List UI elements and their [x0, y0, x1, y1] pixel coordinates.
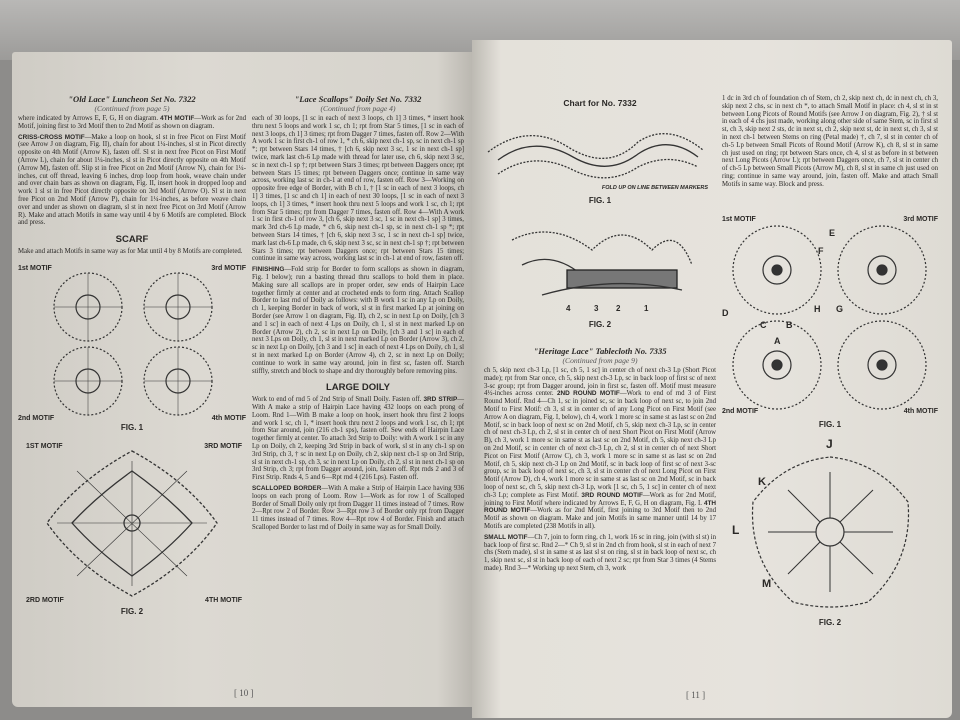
- motif-label: 4th MOTIF: [211, 414, 246, 422]
- arrow-letter: K: [758, 475, 766, 488]
- paragraph-lead: FINISHING: [252, 266, 285, 274]
- arrow-letter: G: [836, 303, 844, 314]
- scarf-heading: SCARF: [115, 234, 149, 246]
- paragraph-lead: 3RD ROUND MOTIF: [581, 491, 643, 499]
- lace-scallops-heading: "Lace Scallops" Doily Set No. 7332: [294, 94, 422, 104]
- fold-note: FOLD UP ON LINE BETWEEN MARKERS: [601, 185, 708, 191]
- small-motif-diagram-fig2: [748, 452, 913, 612]
- arrow-letter: E: [829, 227, 836, 238]
- motif-label: 2RD MOTIF: [26, 596, 64, 604]
- lace-scallops-column: [252, 94, 464, 535]
- motif-label: 3rd MOTIF: [903, 215, 938, 223]
- arrow-letter: D: [722, 307, 729, 318]
- paragraph-text: where indicated by Arrows E, F, G, H on diagram.: [18, 115, 159, 122]
- arrow-letter: C: [760, 319, 767, 330]
- criss-cross-figure-2: [18, 439, 246, 607]
- scallop-figure-1: [484, 120, 716, 192]
- motif-label: 3rd MOTIF: [211, 264, 246, 272]
- paragraph: 1 dc in 3rd ch of foundation ch of Stem, ch 2, skip next ch, dc in next ch, ch 3, skip next 2 chs, sc in next ch *, to attach Small Motif in place: ch 4, sl st in st between Long Picots of Round Motifs (see Arrow J on diagram, Fig. 2), † sl st in each of 4 chs just made, working along other side of same Stem, sc in first sl st, ch 3, skip next 2 sts, dc in next st, ch 2, skip next st, dc in next st, ch 3, sl st in next ch-1 between Stems on ring (Petal made) †, ch 7, sl st in center ch of ch-5 Lp between Small Picots of Round Motif (Arrow K), ch 8, sl st in same ch just used on ring; rpt between Stars once, ch 4, sl st as before in st between next Long Picots (Arrow L); rpt between Daggers once, ch 7, sl st in center ch of ch-5 Lp between Small Picots (Arrow M), ch 8, sl st in same ch just used on ring; continue in same way around, join, fasten off. Make and attach Small Motifs in same way. Block and press.: [722, 95, 938, 188]
- paragraph: [252, 485, 464, 532]
- paragraph: each of 30 loops, [1 sc in each of next 3 loops, ch 1] 3 times, * insert hook thru next 5 loops and work 1 sc, ch 1; rpt from Star 5 times, [1 sc in each of next 3 loops, ch 1] 3 times; rpt from Dagger 7 times, fasten off. Row 2—With A work 1 sc in first ch-1 of row 1, * ch 6, skip next ch-1 sp, sc in next ch-1 sp *; rpt between Stars 14 times, † [ch 6, skip next 3 sc, 1 sc in next ch-1 sp] twice, mark last ch-6 Lp made with thread for later use, ch 6, skip next 3 sc, sc in next ch-1 sp †; rpt between Stars 3 times; rpt between Daggers once; rpt between Stars 15 times; rpt between Daggers once; continue in same way across, working last sc in ch-1 at end of row, fasten off. Row 3—Working on opposite free edge of Border, with B ch 1, † [1 sc in each of next 3 loops, ch 1] 3 times, [1 sc and ch 1] in each of next 30 loops, [1 sc in each of next 3 loops, ch 1] 3 times, * insert hook thru next 5 loops and work 1 sc, ch 1; rpt from Star 5 times; rpt from Dagger 7 times, fasten off. Row 4—With A work 1 sc in first ch-1 of row 3, [ch 6, skip next 3 sc, 1 sc in next ch-1 sp] 3 times, mark 3rd ch-6 Lp made, * ch 6, skip next ch-1 sp, sc in next ch-1 sp *; rpt between Stars 14 times, † [ch 6, skip next 3 sc, 1 sc in next ch-1 sp] twice, mark last ch-6 Lp made, ch 6, skip next 3 sc, sc in next ch-1 sp †; rpt between Stars 3 times; rpt between Daggers once; rpt between Stars 15 times; continue in same way across, working last sc in ch-1 at end of row, fasten off.: [252, 115, 464, 263]
- page-number: [ 11 ]: [686, 690, 706, 700]
- fig2-caption: FIG. 2: [818, 617, 842, 627]
- motif-figure-1: [18, 265, 246, 423]
- criss-cross-diagram-fig2: [37, 441, 227, 606]
- fig1-caption: FIG. 1: [120, 422, 144, 432]
- paragraph-text: —Ch 7, join to form ring, ch 1, work 16 sc in ring, join (with sl st) in back loop of first sc. Rnd 2—* Ch 9, sl st in 2nd ch from hook, sl st in each of next 7 chs (Stem made), sl st in same st as last sl st on ring, sl st in back loop of next sc, ch 1, skip next sc, sl st in back loop of each of next 2 sc; rpt from Star 3 times (4 Stems made). Rnd 3—* Working up next Stem, ch 3, work: [484, 533, 717, 572]
- marker-number: 1: [644, 304, 649, 313]
- paragraph-text: —Work as for 2nd Motif, joining first to 3rd Motif then to 2nd Motif as shown on diagram.: [18, 115, 247, 130]
- fig1-caption: FIG. 1: [818, 419, 842, 429]
- arrow-letter: A: [774, 335, 781, 346]
- paragraph-text: —Fold strip for Border to form scallops as shown in diagram, Fig. I below); run a basting thread thru scallops to hold them in place. Making sure all scallops are in proper order, sew ends of Hairpin Lace together firmly at center and at crocheted ends to form ring. Attach Scallop Border to last rnd of Doily as follows: with B work 1 sc in any Lp on Doily, ch 1, keeping Border in back of work, sl st in first marked Lp at joining on Border (see Arrow 1 on diagram, Fig. II), ch 2, sc in next Lp on Doily, [ch 3 and 1 sc] in each of next 4 Lps on Doily, ch 1, sl st in next marked Lp on Border (Arrow 2), ch 2, sc in next Lp on Doily, [ch 3 and 1 sc] in each of next 3 Lps on Doily, ch 1, sl st in next marked Lp on Border (Arrow 3), ch 2, sc in next Lp on Doily, [ch 3 and 1 sc] in each of next 4 Lps on Doily, ch 1, sl st in next marked Lp on Border (Arrow 4), ch 2, sc in next Lp on Doily; continue to work in same way around, join in first sc, fasten off. Starch stiffly, stretch and block to shape and dry thoroughly before removing pins.: [252, 266, 464, 375]
- arrow-letter: F: [818, 245, 824, 256]
- paragraph-text: —Work to end of rnd 3 of First Round Motif. Rnd 4—Ch 1, sc in joined sc, sc in back loop of next sc, to join 2nd Motif to First Motif: ch 3, sl st in center ch of any Long Picot on First Motif (see Arrow A on diagram, Fig. I, below), ch 4, work 1 more sc in same st as last sc on 2nd Motif, sc in back loop of next sc on 2nd Motif, ch 5, skip next ch-3 Lp, sc in center ch of next ch-3 Lp, ch 2, sl st in center ch of next Short Picot on First Motif (Arrow B), ch 3, work 1 more sc in same st as last sc on 2nd Motif, ch 5, skip next ch-3 Lp on 2nd Motif, sc in center ch of next ch-3 Lp, ch 2, sl st in center ch of next Short Picot on First Motif (Arrow C), ch 3, work 1 more sc in same st as last sc on 2nd Motif, ch 5, skip next ch-3 Lp on 2nd Motif, sc in back loop of first sc of next 3-sc group, sc in back loop of next sc, ch 3, sl st in center ch of next Long Picot on First Motif (Arrow D), ch 4, work 1 more sc in same st as last sc on 2nd Motif, sc in back loop of next sc, ch 5, skip next ch-3 Lp, work [1 sc, ch 5, 1 sc] in center ch of next ch-3 Lp; complete as First Motif.: [484, 390, 716, 499]
- scallop-border-figure-2: [484, 220, 716, 316]
- paragraph-lead: 3RD STRIP: [423, 396, 458, 404]
- paragraph-lead: 4TH MOTIF: [160, 115, 195, 122]
- page-number: [ 10 ]: [234, 688, 254, 698]
- paragraph-text: —With A make a Strip of Hairpin Lace having 936 loops on each prong of Loom. Row 1—Work as for row 1 of Scalloped Border of Small Doily only rpt from Dagger 11 times instead of 7 times. Row 2—Rpt row 2 of Border. Row 3—Rpt row 3 of Border only rpt from Dagger 11 times instead of 7 times. Row 4—Rpt row 4 of Border. Finish and attach Scalloped Border to last rnd of Doily in same way as for Small Doily.: [252, 485, 464, 532]
- paragraph-lead: 4TH ROUND MOTIF: [484, 499, 717, 515]
- scarf-text: Make and attach Motifs in same way as for Mat until 4 by 8 Motifs are completed.: [18, 248, 243, 256]
- marker-number: 4: [566, 304, 571, 313]
- arrow-letter: J: [826, 436, 833, 451]
- motif-label: 4TH MOTIF: [205, 596, 242, 604]
- left-page: [12, 52, 474, 707]
- continued-note: (Continued from page 5): [94, 104, 170, 113]
- paragraph-lead: SCALLOPED BORDER: [252, 485, 322, 493]
- motif-label: 1st MOTIF: [722, 215, 756, 223]
- paragraph: [252, 266, 464, 375]
- luncheon-set-heading: "Old Lace" Luncheon Set No. 7322: [68, 94, 196, 104]
- scallop-diagram-fig1: [488, 122, 713, 182]
- paragraph: [252, 396, 464, 482]
- marker-number: 3: [594, 304, 599, 313]
- large-doily-heading: LARGE DOILY: [325, 382, 391, 394]
- motif-label: 4th MOTIF: [903, 407, 938, 415]
- luncheon-set-column: [18, 94, 246, 617]
- arrow-letter: B: [786, 319, 793, 330]
- fig2-caption: FIG. 2: [120, 606, 144, 616]
- paragraph-text: —With A make a strip of Hairpin Lace having 432 loops on each prong of Loom. Rnd 1—With B make a loop on hook, insert hook thru first 2 loops and work 1 sc, ch 1, * insert hook thru next 2 loops and work 1 sc, ch 1; rpt from Star around, join (216 ch-1 sps), fasten off. Sew ends of Hairpin Lace together firmly at center. To attach 3rd Strip to Doily: with A work 1 sc in any Lp on Doily, ch 2, keeping 3rd Strip in back of work, sl st in any ch-1 sp on 3rd Strip, ch 3, † sc in next Lp on Doily, ch 2, skip next ch-1 sp on 3rd Strip, sl st in next ch-1 sp, ch 3, sc in next Lp on Doily, ch 2, sl st in next ch-1 sp on 3rd Strip, ch 3; rpt from Dagger around, join, fasten off. Rpt rnds 2 and 3 of First Strip. Rnds 4, 5 and 6—Rpt rnd 4 (216 Lps). Fasten off.: [252, 396, 464, 482]
- small-motif-figure-2: [722, 438, 938, 616]
- motif-label: 2nd MOTIF: [18, 414, 55, 422]
- continued-note: (Continued from page 4): [320, 104, 396, 113]
- chart-title: Chart for No. 7332: [563, 98, 637, 108]
- continued-note: (Continued from page 9): [562, 356, 638, 365]
- marker-number: 2: [616, 304, 621, 313]
- right-page: [472, 40, 952, 718]
- arrow-letter: H: [814, 303, 821, 314]
- paragraph-lead: SMALL MOTIF: [484, 533, 528, 541]
- paragraph: [484, 534, 716, 573]
- paragraph: [18, 134, 246, 228]
- motif-label: 2nd MOTIF: [722, 407, 759, 415]
- small-motif-column: [722, 95, 938, 628]
- motif-label: 1ST MOTIF: [26, 442, 63, 450]
- chart-and-heritage-column: [484, 98, 716, 576]
- motif-label: 1st MOTIF: [18, 264, 52, 272]
- scallop-border-diagram-fig2: [512, 220, 692, 300]
- paragraph-text: ch 5, skip next ch-3 Lp, [1 sc, ch 5, 1 sc] in center ch of next ch-3 Lp (Short Picot made); rpt from Star once, ch 5, skip next ch-3 Lp, sc in back loop of first sc of next 3-sc group; rpt from Dagger around, join in first sc, fasten off. Motif must measure 4½-inches across center.: [484, 367, 716, 398]
- fig1-caption: FIG. 1: [588, 196, 612, 205]
- paragraph-lead: CRISS-CROSS MOTIF: [18, 133, 85, 141]
- paragraph: [18, 115, 246, 131]
- paragraph-text: —Make a loop on hook, sl st in free Picot on First Motif (see Arrow J on diagram, Fig. II), chain for about 1¼-inches, sl st in Picot directly opposite on 4th Motif (Arrow K), fasten off. Sl st in next free Picot on First Motif (Arrow L), chain for about 1¼-inches, sl st in Picot directly opposite on 4th Motif (Arrow M), fasten off. Slip st in free Picot on 2nd Motif (Arrow N), chain for 1¼-inches, cut off thread, leaving 6 inches, drop loop from hook, weave chain under and over chain bars as shown on diagram, Fig. II, insert hook in dropped loop and work 1 sl st in free Picot directly opposite on 3rd Motif (Arrow O). Sl st in next free Picot on 2nd Motif (Arrow P), chain for 1¼-inches, as before weave chain over and under as shown on diagram, sl st in next free Picot on 3rd Motif (Arrow R). Make and attach Motifs in same way until 4 by 6 Motifs are completed. Block and press.: [18, 133, 247, 227]
- paragraph-lead: 2ND ROUND MOTIF: [556, 390, 620, 398]
- round-motif-figure-1: [722, 216, 938, 416]
- paragraph-text: Work to end of rnd 5 of 2nd Strip of Small Doily. Fasten off.: [252, 396, 422, 404]
- motif-label: 3RD MOTIF: [204, 442, 242, 450]
- motif-diagram-fig1: [38, 269, 228, 419]
- paragraph-text: —Work as for 2nd Motif, joining to First Motif where indicated by Arrows E, F, G, H on diagram, Fig. I.: [484, 491, 716, 507]
- arrow-letter: M: [762, 577, 772, 590]
- round-motif-diagram-fig1: [722, 220, 937, 415]
- fig2-caption: FIG. 2: [588, 320, 612, 329]
- heritage-lace-heading: "Heritage Lace" Tablecloth No. 7335: [533, 346, 667, 356]
- paragraph-text: —Work as for 2nd Motif, first joining to 3rd Motif then to 2nd Motif as shown on diagram. Make and join Motifs in same manner until 14 by 17 Motifs are completed (238 Motifs in all).: [484, 507, 716, 530]
- paragraph: [484, 367, 716, 531]
- arrow-letter: L: [732, 522, 740, 537]
